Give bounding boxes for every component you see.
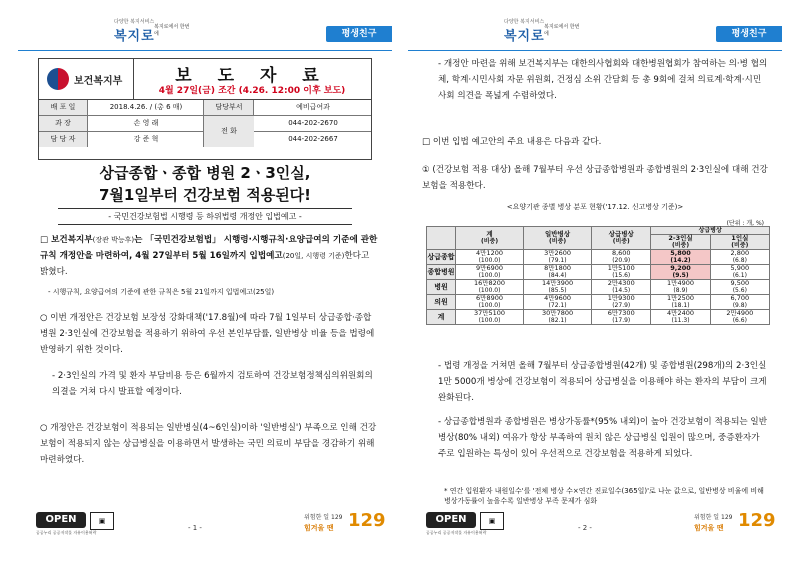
p2-paragraph-2: □ 이번 입법 예고안의 주요 내용은 다음과 같다. (422, 137, 602, 147)
info-label: 전 화 (203, 116, 254, 147)
row-label: 상급종합 (427, 250, 456, 265)
header-divider (408, 50, 782, 51)
table-cell (592, 310, 651, 325)
ministry-name: 보건복지부 (74, 76, 123, 87)
table-cell (710, 250, 769, 265)
headline-line-2: 7월1일부터 건강보험 적용된다! (98, 186, 312, 204)
row-label: 의원 (427, 295, 456, 310)
cell-percent: (15.6) (612, 272, 631, 279)
header-two-three-sub: (비중) (672, 242, 690, 249)
ministry-logo (39, 59, 134, 100)
info-value: 강 준 혁 (87, 132, 204, 147)
row-label: 병원 (427, 280, 456, 295)
table-caption: <요양기관 종별 병상 분포 현황('17.12. 신고병상 기준)> (506, 203, 684, 211)
page-number: - 1 - (188, 524, 202, 532)
cell-value: 16만8200 (473, 279, 506, 287)
bokjiro-logo (504, 18, 584, 48)
table-unit: (단위 : 개, %) (726, 220, 764, 227)
bed-distribution-table (426, 226, 770, 325)
table-cell (651, 295, 710, 310)
cell-percent: (85.5) (548, 287, 567, 294)
table-cell (456, 280, 524, 295)
p2-footnote: * 연간 입원환자 내원일수'를 '전체 병상 수×연간 진료일수(365일)'로 나눈 값으로, 일반병상 비율에 비해 병상가동률이 높을수록 일반병상 부족 문제가 심화 (444, 487, 764, 505)
cell-percent: (82.1) (548, 317, 567, 324)
p1-end: 한다고 밝혔다. (40, 251, 370, 277)
cell-value: 4만1200 (476, 249, 503, 257)
cell-percent: (6.6) (732, 317, 747, 324)
cell-value: 3만2600 (544, 249, 572, 257)
brand-small-text: 다양한 복지서비스 (504, 19, 545, 25)
cell-percent: (11.3) (671, 317, 690, 324)
header-upper-label: 상급병상 (608, 230, 634, 238)
cell-value: 2만4300 (607, 279, 635, 287)
table-row (427, 265, 770, 280)
cell-value: 14만3900 (542, 279, 574, 287)
cell-value: 37만5100 (473, 309, 506, 317)
header-general-sub: (비중) (549, 238, 567, 245)
paragraph-3: ○ 이번 개정안은 건강보험 보장성 강화대책('17.8월)에 따라 7월 1일부터 상급종합·종합병원 2·3인실에 건강보험을 적용하기 위하여 우선 본인부담률, 일반병상 비율 등을 법령에 반영하기 위한 것이다. (40, 313, 375, 355)
press-info-box (38, 58, 372, 160)
table-cell (592, 250, 651, 265)
cell-value: 30만7800 (542, 309, 574, 317)
cell-percent: (100.0) (478, 302, 501, 309)
hotline-label: 위험한 일 129 (304, 514, 343, 521)
bokjiro-logo (114, 18, 194, 48)
table-cell (592, 265, 651, 280)
cell-value: 2만4900 (726, 309, 754, 317)
open-caption: 공공누리 공공저작물 자유이용허락 (426, 530, 487, 535)
hotline-129 (304, 510, 384, 536)
brand-name: 복지로 (114, 29, 155, 44)
cell-percent: (100.0) (478, 317, 501, 324)
cell-value: 6만8900 (476, 294, 503, 302)
p2-paragraph-1: - 개정안 마련을 위해 보건복지부는 대한의사협회와 대한병원협회가 참여하는 의·병 협의체, 학계·시민사회 자문 위원회, 건정심 소위 간담회 등 총 9회에 걸쳐 의료계·학계·시민사회 의견을 폭넓게 수렴하였다. (438, 59, 768, 101)
hotline-label: 위험한 일 129 (694, 514, 733, 521)
header-upper (592, 227, 651, 250)
cell-percent: (27.9) (612, 302, 631, 309)
cc-icon: ▣ (90, 512, 114, 530)
cell-value: 8만1800 (544, 264, 572, 272)
table-cell (524, 310, 592, 325)
header-single (710, 235, 769, 250)
cell-percent: (9.5) (672, 272, 689, 279)
brand-sub-text: 복지로에서 한번에 (544, 24, 580, 37)
table-header-row (427, 227, 770, 235)
table-cell (524, 280, 592, 295)
cell-value: 4만2400 (667, 309, 695, 317)
doc-type: 보 도 자 료 (175, 66, 329, 86)
info-value: 2018.4.26. / (총 6 매) (87, 100, 204, 115)
brand-name: 복지로 (504, 29, 545, 44)
table-cell (524, 295, 592, 310)
table-cell (592, 280, 651, 295)
header-total-label: 계 (486, 230, 493, 238)
info-row (39, 100, 371, 116)
paragraph-1 (40, 232, 378, 280)
table-row (427, 280, 770, 295)
table-body (427, 250, 770, 325)
cell-value: 5,800 (670, 249, 691, 257)
info-value: 예비급여과 (253, 100, 372, 115)
cell-value: 6만7300 (607, 309, 635, 317)
open-logo: OPEN (426, 512, 476, 528)
cc-icon: ▣ (480, 512, 504, 530)
header-total-sub: (비중) (480, 238, 499, 245)
table-cell (651, 310, 710, 325)
p1-body: 는 「국민건강보험법」 시행령·시행규칙·요양급여의 기준에 관한 규칙 개정안을 마련하여, 4월 27일부터 5월 16일까지 입법예고 (40, 235, 378, 261)
table-cell (710, 280, 769, 295)
table-cell (651, 250, 710, 265)
table-cell (651, 280, 710, 295)
cell-percent: (79.1) (548, 257, 567, 264)
cell-value: 6,700 (730, 294, 750, 302)
headline-line-1: 상급종합ㆍ종합 병원 2ㆍ3인실, (99, 164, 311, 182)
paragraph-2: - 시행규칙, 요양급여의 기준에 관한 규칙은 5월 21일까지 입법예고(25일) (48, 288, 275, 296)
cell-percent: (14.5) (612, 287, 631, 294)
info-value: 044-202-2667 (253, 132, 372, 147)
table-cell (524, 250, 592, 265)
table-cell (456, 310, 524, 325)
brand-sub-text: 복지로에서 한번에 (154, 24, 190, 37)
table-row (427, 310, 770, 325)
table-cell (710, 265, 769, 280)
cell-percent: (20.9) (612, 257, 631, 264)
cell-percent: (14.2) (670, 257, 691, 264)
p2-paragraph-3: ① (건강보험 적용 대상) 올해 7월부터 우선 상급종합병원과 종합병원의 2·3인실에 대해 건강보험을 적용한다. (422, 165, 768, 191)
open-caption: 공공누리 공공저작물 자유이용허락 (36, 530, 97, 535)
cell-value: 4만9600 (544, 294, 572, 302)
cell-value: 2,800 (730, 249, 750, 257)
cell-percent: (100.0) (478, 287, 501, 294)
document-page-1 (18, 10, 392, 550)
hotline-label-2: 힘겨울 땐 (304, 524, 334, 532)
table-row (427, 295, 770, 310)
cell-percent: (8.9) (673, 287, 688, 294)
cell-percent: (6.1) (732, 272, 747, 279)
table-cell (524, 265, 592, 280)
table-row (427, 250, 770, 265)
header-upper-sub: (비중) (612, 238, 630, 245)
info-label: 담당부서 (203, 100, 254, 115)
header-total (456, 227, 524, 250)
cell-percent: (100.0) (478, 257, 501, 264)
hotline-129 (694, 510, 774, 536)
page-number: - 2 - (578, 524, 592, 532)
cell-value: 5,900 (730, 264, 750, 272)
cell-percent: (5.6) (732, 287, 747, 294)
row-label: 종합병원 (427, 265, 456, 280)
header-tag: 평생친구 (326, 26, 392, 42)
info-label: 담 당 자 (39, 132, 87, 147)
hotline-number: 129 (348, 510, 386, 531)
cell-percent: (6.8) (732, 257, 747, 264)
release-time: 4월 27일(금) 조간 (4.26. 12:00 이후 보도) (158, 86, 346, 96)
table-cell (456, 295, 524, 310)
hotline-number: 129 (738, 510, 776, 531)
doc-title-cell (133, 59, 371, 100)
p2-paragraph-5: - 상급종합병원과 종합병원은 병상가동률*(95% 내외)이 높아 건강보험이 적용되는 일반병상(80% 내외) 여유가 항상 부족하여 원치 않은 상급병실 입원이 많으며, 중증환자가 주로 입원하는 특성이 있어 우선적으로 건강보험을 적용하게 되었다. (438, 417, 768, 459)
cell-percent: (100.0) (478, 272, 501, 279)
info-label: 배 포 일 (39, 100, 87, 115)
table-cell (456, 250, 524, 265)
taeguk-icon (47, 68, 69, 90)
subtitle: - 국민건강보험법 시행령 등 하위법령 개정안 입법예고 - (58, 208, 352, 225)
paragraph-5: ○ 개정안은 건강보험이 적용되는 일반병실(4~6인실)이하 '일반병실') 부족으로 인해 건강보험이 적용되지 않는 상급병실을 이용하면서 발생하는 국민 의료비 부담을 경감하기 위해 마련하였다. (40, 423, 377, 465)
header-two-three (651, 235, 710, 250)
cell-value: 1만4900 (667, 279, 695, 287)
cell-percent: (17.9) (612, 317, 631, 324)
p1-note: (20일, 시행령 기준) (282, 252, 345, 260)
table-cell (651, 265, 710, 280)
header-single-sub: (비중) (731, 242, 749, 249)
header-divider (18, 50, 392, 51)
p2-paragraph-4: - 법령 개정을 거쳐면 올해 7월부터 상급종합병원(42개) 및 종합병원(298개)의 2·3인실 1만 5000개 병상에 건강보험이 적용되어 상급병실을 이용해야 하는 환자의 부담이 크게 완화된다. (438, 361, 767, 403)
table-cell (710, 295, 769, 310)
table-cell (710, 310, 769, 325)
cell-value: 9,500 (730, 279, 750, 287)
info-value: 044-202-2670 (253, 116, 372, 131)
open-license (36, 512, 128, 536)
cell-value: 9,200 (670, 264, 691, 272)
cell-value: 8,600 (611, 249, 631, 257)
row-label: 계 (427, 310, 456, 325)
header-general (524, 227, 592, 250)
cell-percent: (72.1) (548, 302, 567, 309)
open-logo: OPEN (36, 512, 86, 528)
info-label: 과 장 (39, 116, 87, 131)
header-empty (427, 227, 456, 250)
table-cell (592, 295, 651, 310)
header-single-label: 1인실 (731, 234, 749, 242)
header-two-three-label: 2-3인실 (668, 234, 693, 242)
info-row (39, 116, 371, 135)
brand-small-text: 다양한 복지서비스 (114, 19, 155, 25)
cell-value: 9만6900 (476, 264, 503, 272)
cell-percent: (84.4) (548, 272, 567, 279)
p1-minister: (장관 박능후) (92, 236, 135, 244)
p1-lead: □ 보건복지부 (40, 235, 93, 245)
cell-percent: (18.1) (671, 302, 690, 309)
cell-percent: (9.8) (732, 302, 747, 309)
header-tag: 평생친구 (716, 26, 782, 42)
paragraph-4: - 2·3인실의 가격 및 환자 부담비용 등은 6월까지 검토하여 건강보험정책심의위원회의 의결을 거쳐 다시 발표할 예정이다. (52, 371, 373, 397)
document-page-2 (408, 10, 782, 550)
cell-value: 1만9300 (607, 294, 635, 302)
info-value: 손 영 래 (87, 116, 204, 131)
table-cell (456, 265, 524, 280)
header-general-label: 일반병상 (545, 230, 571, 238)
cell-value: 1만2500 (667, 294, 695, 302)
cell-value: 1만5100 (607, 264, 635, 272)
open-license (426, 512, 518, 536)
hotline-label-2: 힘겨울 땐 (694, 524, 724, 532)
header-upper-group: 상급병상 (651, 227, 770, 235)
